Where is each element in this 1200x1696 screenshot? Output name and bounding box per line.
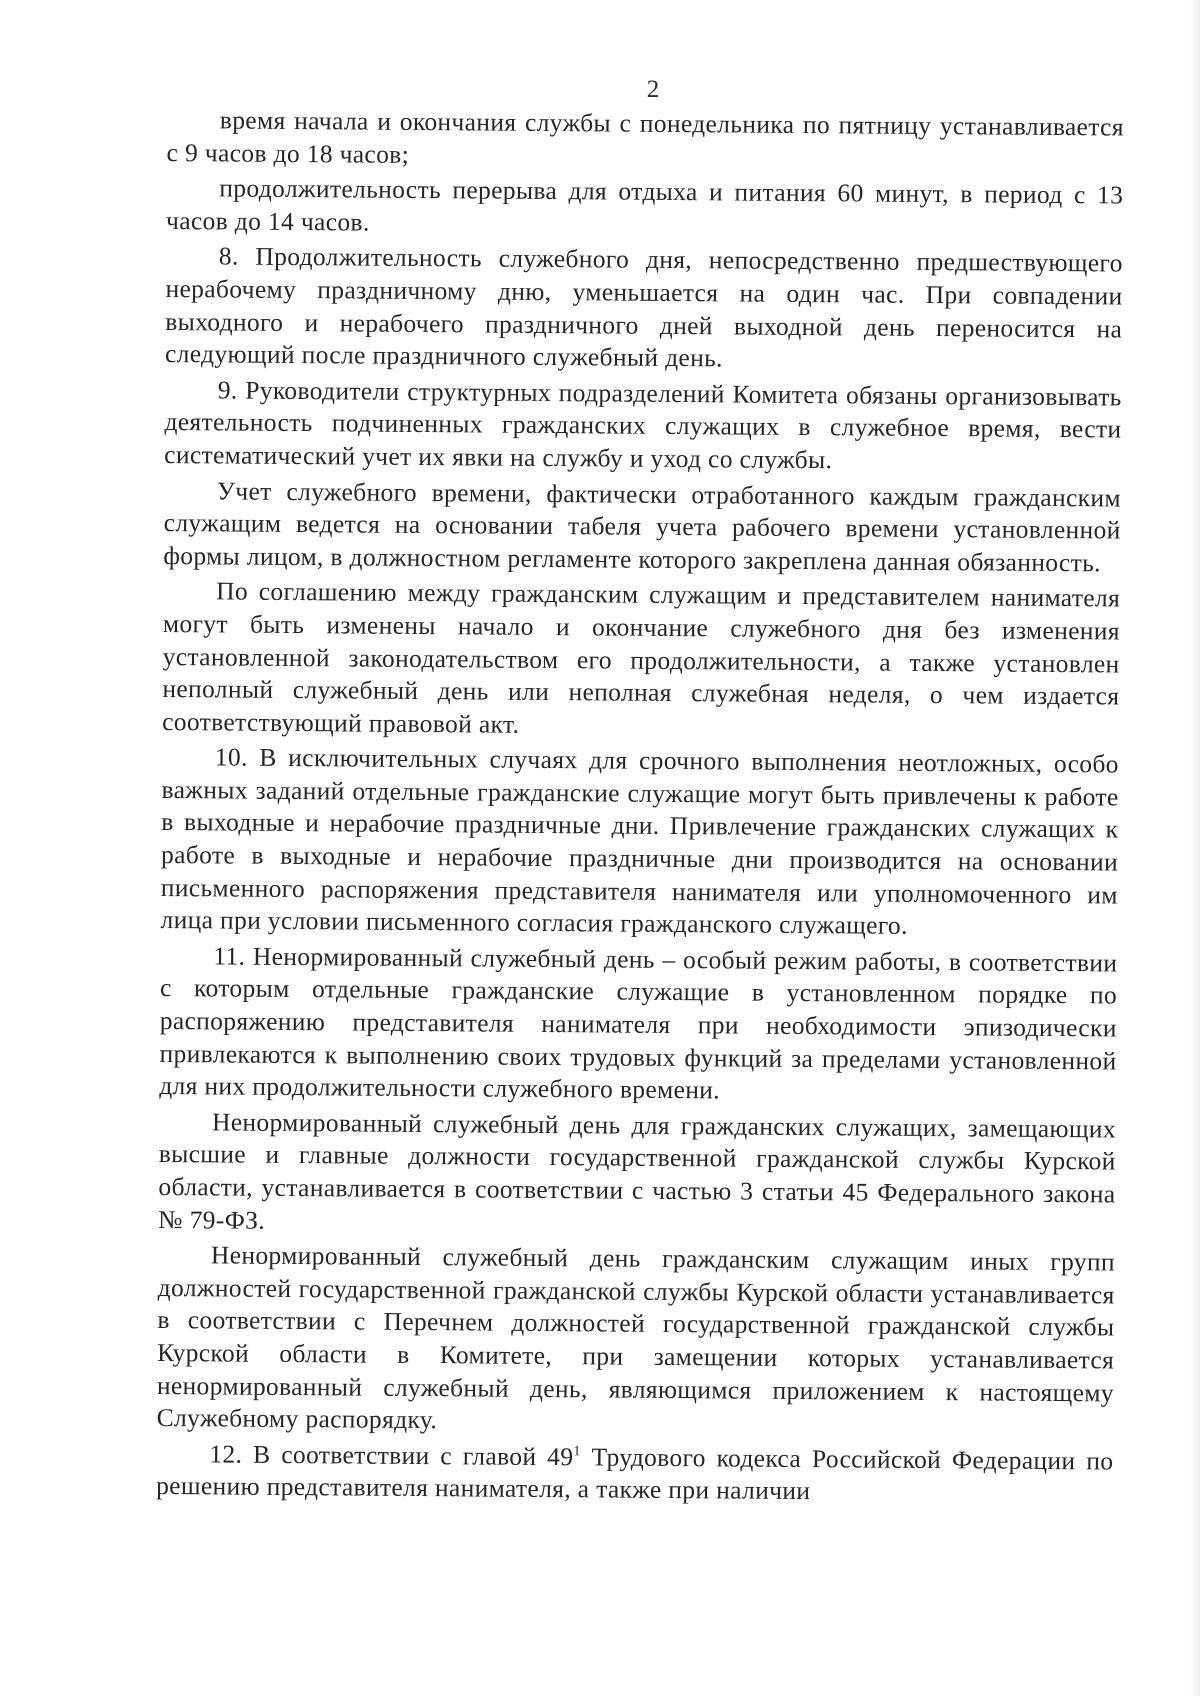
page-number: 2 <box>646 76 660 103</box>
paragraph-item-12 <box>156 1438 1113 1511</box>
paragraph-item-11: 11. Ненормированный служебный день – особый режим работы, в соответствии с которым отдельные гражданские служащие в установленном порядке по распоряжению представителя нанимателя при необходимости эпизодически привлекаются к выполнению своих трудовых функций за пределами установленной для них продолжительности служебного времени. <box>159 941 1118 1105</box>
paragraph-item-10: 10. В исключительных случаях для срочного выполнения неотложных, особо важных заданий отдельные гражданские служащие могут быть привлечены к работе в выходные и нерабочие праздничные дни. Привлечение гражданских служащих к работе в выходные и нерабочие праздничные дни производится на основании письменного распоряжения представителя нанимателя или уполномоченного им лица при условии письменного согласия гражданского служащего. <box>160 742 1119 941</box>
paragraph-item-9: 9. Руководители структурных подразделений Комитета обязаны организовывать деятельность подчиненных гражданских служащих в служебное время, вести систематический учет их явки на службу и уход со службы. <box>164 375 1122 475</box>
paragraph-item-8: 8. Продолжительность служебного дня, непосредственно предшествующего нерабочему праздничному дню, уменьшается на один час. При совпадении выходного и нерабочего праздничного дней выходной день переносится на следующий после праздничного служебный день. <box>164 241 1123 373</box>
paragraph-senior-positions: Ненормированный служебный день для гражданских служащих, замещающих высшие и главные должности государственной гражданской службы Курской области, устанавливается в соответствии с частью 3 статьи 45 Федерального закона № 79-ФЗ. <box>158 1107 1117 1235</box>
paragraph-item-12-end: Трудового кодекса Российской Федерации по решению представителя нанимателя, а также при наличии <box>156 1442 1114 1506</box>
paragraph-time-accounting: Учет служебного времени, фактически отработанного каждым гражданским служащим ведется на основании табеля учета рабочего времени установленной формы лицом, в должностном регламенте которого закреплена данная обязанность. <box>163 475 1122 578</box>
superscript-chapter-index: 1 <box>573 1443 581 1460</box>
document-body <box>156 104 1124 1511</box>
paragraph-service-hours: время начала и окончания службы с понедельника по пятницу устанавливается с 9 часов до 18 часов; <box>166 105 1124 169</box>
page-edge-shadow <box>1190 0 1200 1696</box>
paragraph-agreement: По соглашению между гражданским служащим и представителем нанимателя могут быть изменены начало и окончание служебного дня без изменения установленной законодательством его продолжительности, а также установлен неполный служебный день или неполная служебная неделя, о чем издается соответствующий правовой акт. <box>162 576 1121 739</box>
paragraph-item-12-start: 12. В соответствии с главой 49 <box>209 1439 574 1471</box>
paragraph-lunch-break: продолжительность перерыва для отдыха и питания 60 минут, в период с 13 часов до 14 часов. <box>165 173 1124 237</box>
paragraph-other-positions: Ненормированный служебный день гражданским служащим иных групп должностей государственной гражданской службы Курской области устанавливается в соответствии с Перечнем должностей государственной гражданской службы Курской области в Комитете, при замещении которых устанавливается ненормированный служебный день, являющимся приложением к настоящему Служебному распорядку. <box>156 1240 1116 1435</box>
